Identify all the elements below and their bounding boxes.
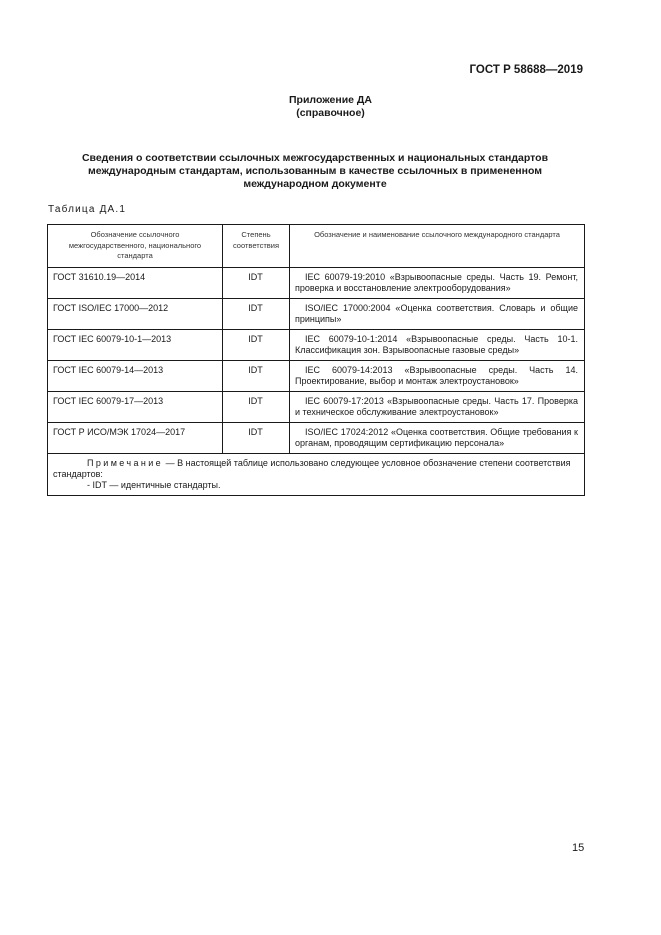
column-header-degree: Степень соответствия (223, 225, 290, 268)
ref-standard: ГОСТ 31610.19—2014 (48, 267, 223, 298)
table-note (48, 453, 585, 495)
annex-subtitle: (справочное) (296, 107, 365, 119)
intl-standard: IEC 60079-10-1:2014 «Взрывоопасные среды. Часть 10-1. Классификация зон. Взрывоопасные газовые среды» (290, 329, 585, 360)
annex-title: Приложение ДА (289, 94, 372, 106)
intl-standard: ISO/IEC 17024:2012 «Оценка соответствия. Общие требования к органам, проводящим сертификацию персонала» (290, 422, 585, 453)
heading-line-3: международном документе (243, 178, 387, 190)
correspondence-table (47, 224, 585, 496)
table-row (48, 360, 585, 391)
table-header-row (48, 225, 585, 268)
note-body: — В настоящей таблице использовано следующее условное обозначение степени соответствия стандартов: (53, 457, 571, 479)
intl-standard: ISO/IEC 17000:2004 «Оценка соответствия. Словарь и общие принципы» (290, 298, 585, 329)
table-row (48, 298, 585, 329)
note-label: Примечание (87, 457, 164, 468)
page-number: 15 (572, 842, 585, 854)
degree: IDT (223, 391, 290, 422)
heading-line-2: международным стандартам, использованным в качестве ссылочных в примененном (87, 165, 543, 177)
ref-standard: ГОСТ IEC 60079-17—2013 (48, 391, 223, 422)
degree: IDT (223, 329, 290, 360)
column-header-intl: Обозначение и наименование ссылочного международного стандарта (290, 225, 585, 268)
degree: IDT (223, 360, 290, 391)
note-item: - IDT — идентичные стандарты. (87, 479, 221, 490)
ref-standard: ГОСТ ISO/IEC 17000—2012 (48, 298, 223, 329)
ref-standard: ГОСТ IEC 60079-14—2013 (48, 360, 223, 391)
degree: IDT (223, 422, 290, 453)
degree: IDT (223, 267, 290, 298)
degree: IDT (223, 298, 290, 329)
table-row (48, 267, 585, 298)
section-heading (60, 152, 570, 191)
table-row (48, 391, 585, 422)
heading-line-1: Сведения о соответствии ссылочных межгосударственных и национальных стандартов (81, 152, 549, 164)
table-note-row (48, 453, 585, 495)
ref-standard: ГОСТ IEC 60079-10-1—2013 (48, 329, 223, 360)
table-row (48, 422, 585, 453)
intl-standard: IEC 60079-14:2013 «Взрывоопасные среды. Часть 14. Проектирование, выбор и монтаж электроустановок» (290, 360, 585, 391)
intl-standard: IEC 60079-17:2013 «Взрывоопасные среды. Часть 17. Проверка и техническое обслуживание электроустановок» (290, 391, 585, 422)
table-caption: Таблица ДА.1 (48, 204, 127, 215)
annex-title-block (0, 94, 661, 120)
table-row (48, 329, 585, 360)
note-text (53, 458, 578, 480)
intl-standard: IEC 60079-19:2010 «Взрывоопасные среды. Часть 19. Ремонт, проверка и восстановление электрооборудования» (290, 267, 585, 298)
ref-standard: ГОСТ Р ИСО/МЭК 17024—2017 (48, 422, 223, 453)
column-header-ref: Обозначение ссылочного межгосударственного, национального стандарта (48, 225, 223, 268)
standard-number: ГОСТ Р 58688—2019 (469, 64, 583, 76)
